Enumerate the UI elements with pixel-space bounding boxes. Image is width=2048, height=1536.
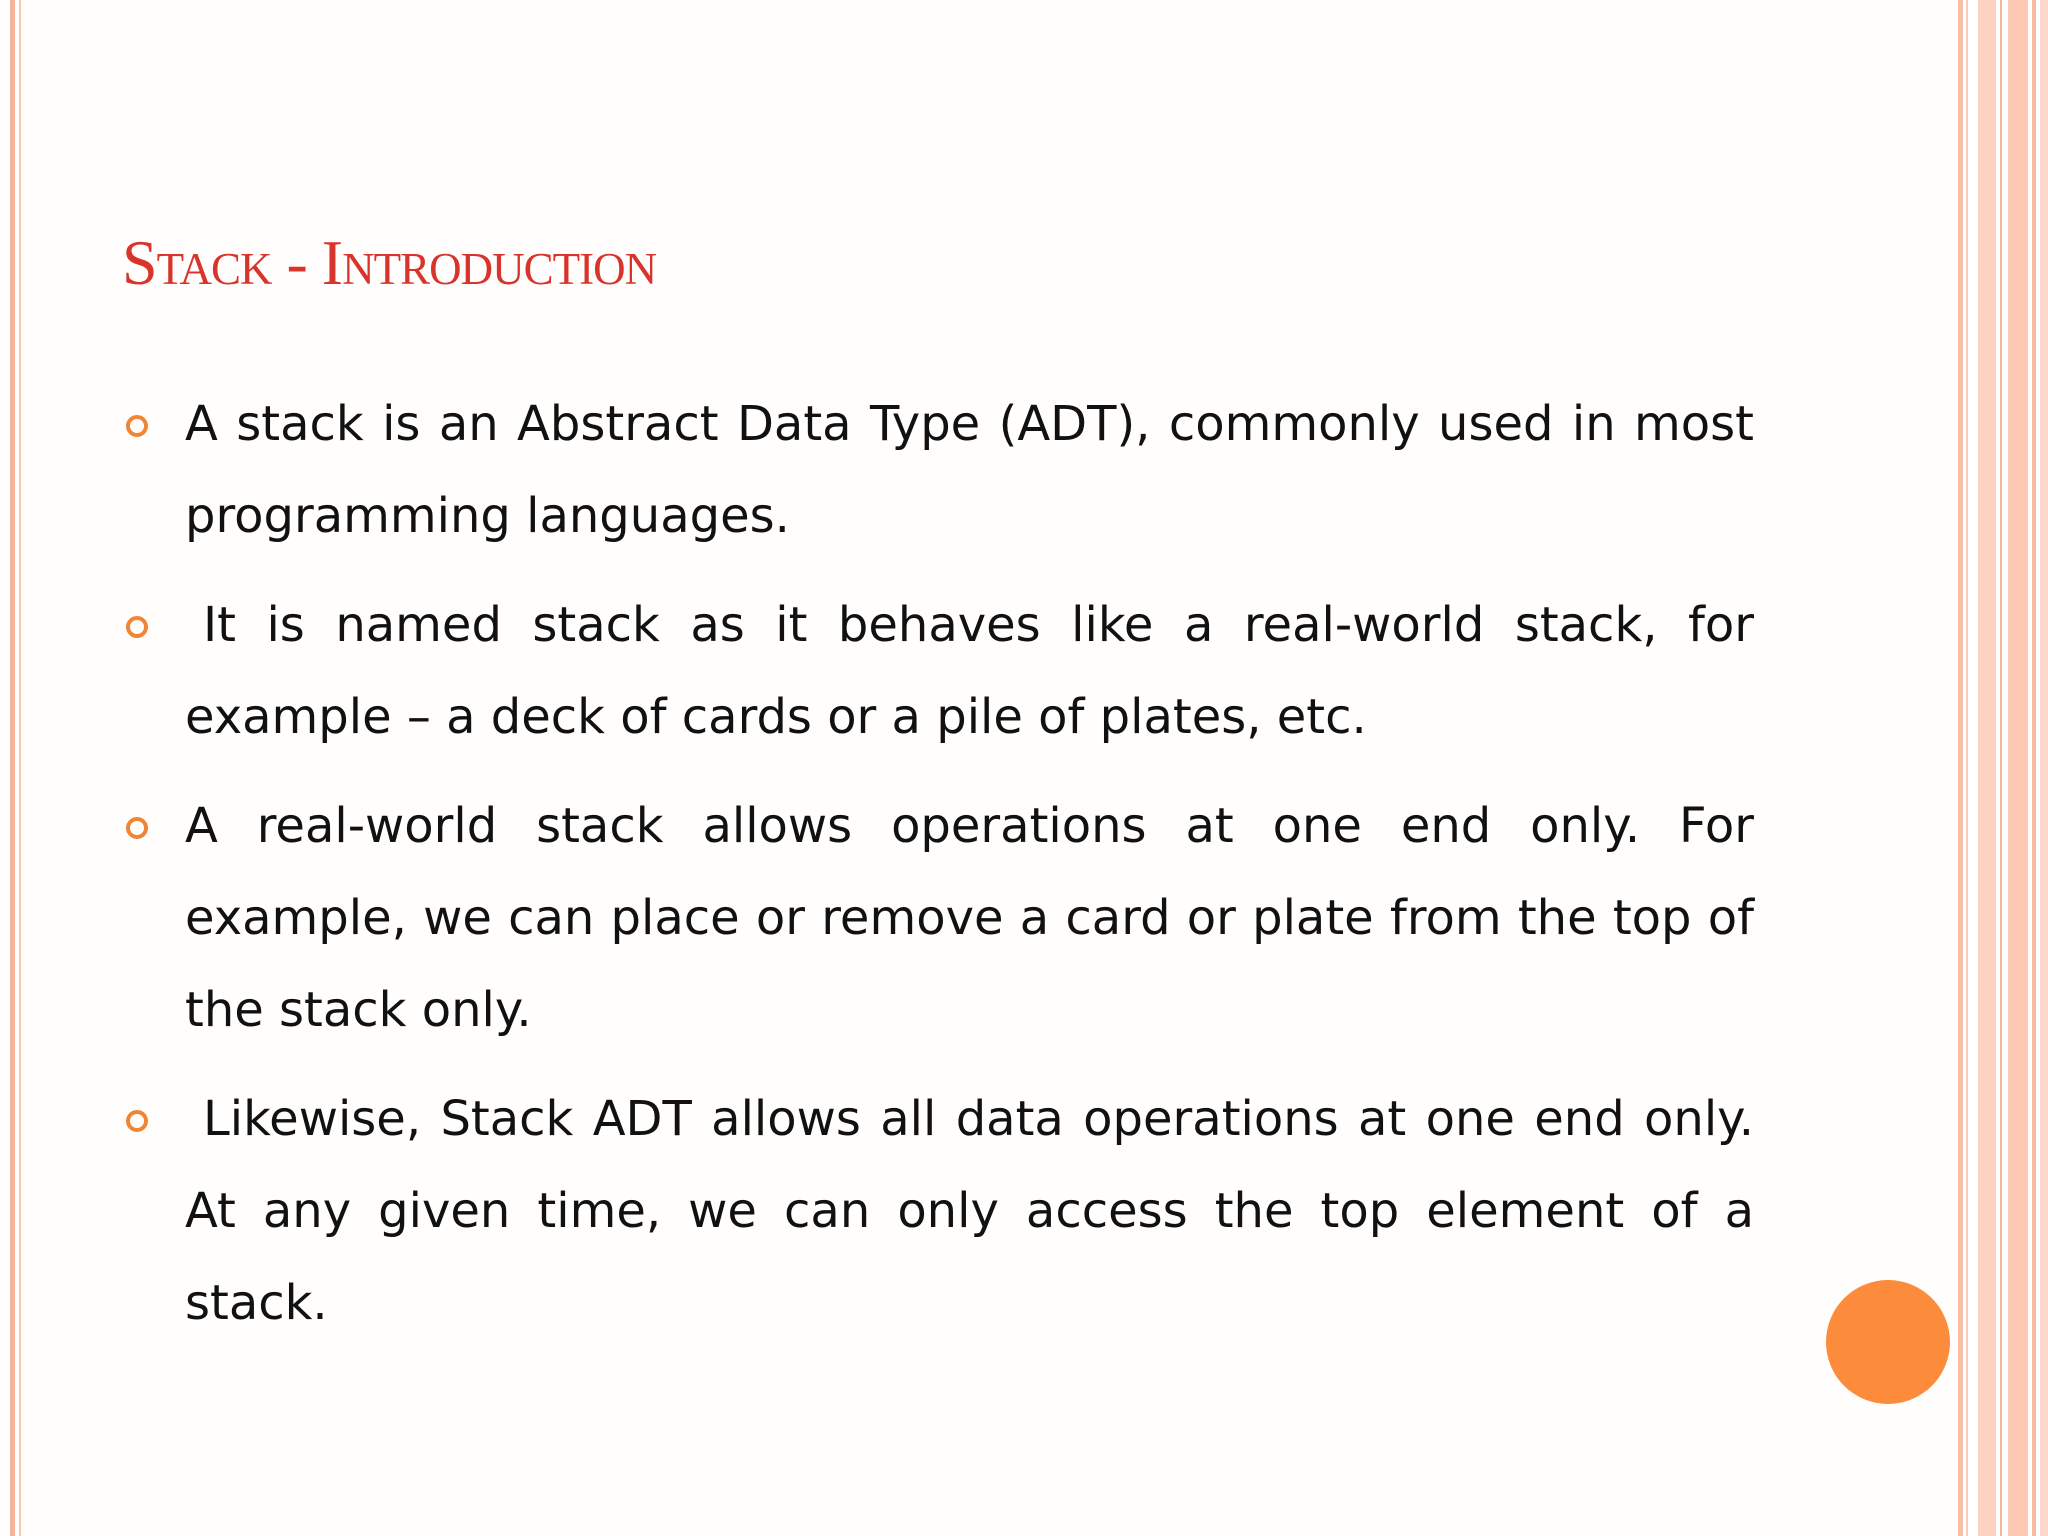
circle-bullet-icon [126, 616, 148, 638]
right-frame-stripe [1978, 0, 1996, 1536]
bullet-list [122, 378, 1754, 1366]
bullet-item [122, 1073, 1754, 1349]
bullet-item [122, 780, 1754, 1056]
right-frame-stripe [2040, 0, 2048, 1536]
right-frame-stripe [1966, 0, 1968, 1536]
bullet-item [122, 579, 1754, 763]
bullet-item [122, 378, 1754, 562]
circle-bullet-icon [126, 1110, 148, 1132]
accent-circle-decoration [1826, 1280, 1950, 1404]
circle-bullet-icon [126, 817, 148, 839]
bullet-text: It is named stack as it behaves like a real-world stack, for example – a deck of cards or a pile of plates, etc. [185, 597, 1754, 745]
bullet-text: A real-world stack allows operations at one end only. For example, we can place or remove a card or plate from the top of the stack only. [185, 798, 1754, 1038]
bullet-text: Likewise, Stack ADT allows all data operations at one end only. At any given time, we can only access the top element of a stack. [185, 1091, 1754, 1331]
right-frame-stripe [1958, 0, 1963, 1536]
left-frame-line-inner [19, 0, 21, 1536]
right-frame-stripe [2032, 0, 2036, 1536]
circle-bullet-icon [126, 415, 148, 437]
left-frame-line [10, 0, 15, 1536]
right-frame-stripe [2000, 0, 2002, 1536]
bullet-text: A stack is an Abstract Data Type (ADT), commonly used in most programming languages. [185, 396, 1754, 544]
slide-title: Stack - Introduction [122, 227, 657, 298]
right-frame-stripe [2008, 0, 2028, 1536]
